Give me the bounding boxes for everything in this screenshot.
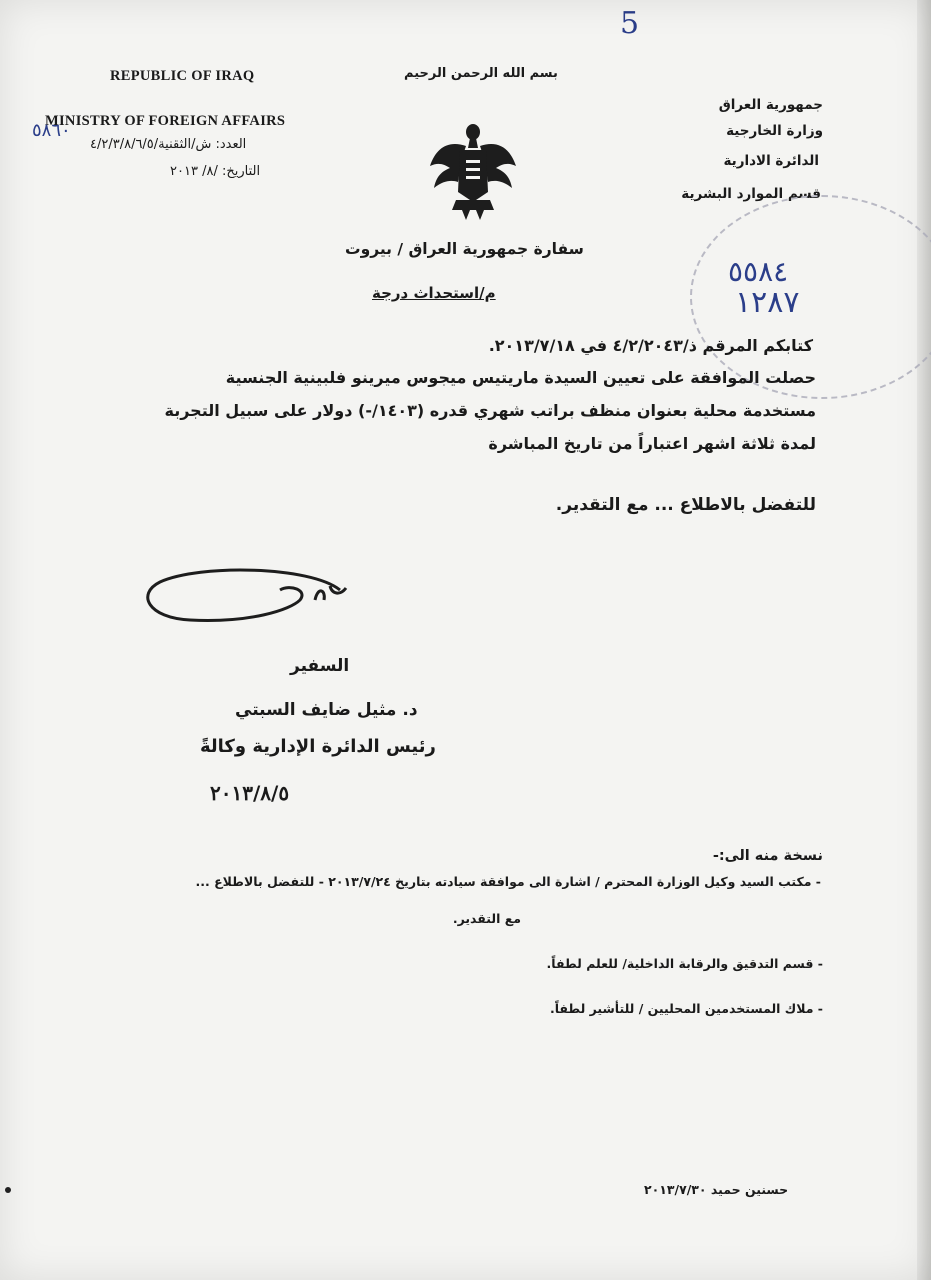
- body-line-4: لمدة ثلاثة اشهر اعتباراً من تاريخ المباشرة: [488, 434, 816, 453]
- reference-date: التاريخ: /٨/ ٢٠١٣: [170, 164, 261, 179]
- arabic-header-republic: جمهورية العراق: [718, 97, 823, 113]
- body-line-3: مستخدمة محلية بعنوان منظف براتب شهري قدره (١٤٠٣/-) دولار على سبيل التجربة: [164, 401, 816, 420]
- handwritten-signature: [140, 560, 350, 640]
- copies-heading: نسخة منه الى:-: [712, 848, 823, 864]
- body-line-2: حصلت الموافقة على تعيين السيدة ماريتيس ميجوس ميرينو فلبينية الجنسية: [225, 368, 816, 387]
- iraq-eagle-emblem-icon: [426, 118, 520, 222]
- page-number: 5: [620, 6, 640, 41]
- recipient-line: سفارة جمهورية العراق / بيروت: [345, 240, 584, 258]
- stamp-number-line1: ٥٥٨٤: [728, 255, 789, 288]
- basmala: بسم الله الرحمن الرحيم: [404, 66, 558, 81]
- signatory-name: د. مثيل ضايف السبتي: [235, 700, 418, 720]
- body-line-1: كتابكم المرقم ذ/٤/٢/٢٠٤٣ في ٢٠١٣/٧/١٨.: [488, 336, 813, 355]
- copy-item-2: - قسم التدقيق والرقابة الداخلية/ للعلم لطفاً.: [546, 956, 823, 971]
- copy-item-3: - ملاك المستخدمين المحليين / للتأشير لطفاً.: [549, 1001, 823, 1016]
- subject-line: م/استحداث درجة: [372, 284, 496, 302]
- arabic-header-section: قسم الموارد البشرية: [681, 186, 821, 202]
- arabic-header-department: الدائرة الادارية: [723, 153, 819, 169]
- stamp-number-line2: ١٢٨٧: [735, 285, 800, 320]
- footer-author-date: حسنين حميد ٢٠١٣/٧/٣٠: [644, 1182, 789, 1197]
- signature-date: ٢٠١٣/٨/٥: [210, 781, 290, 805]
- english-header-republic: REPUBLIC OF IRAQ: [110, 68, 255, 84]
- arabic-header-ministry: وزارة الخارجية: [726, 123, 823, 139]
- margin-dot: [5, 1187, 11, 1193]
- handwritten-number: ٥٨٦٠: [32, 120, 71, 141]
- closing-line: للتفضل بالاطلاع ... مع التقدير.: [555, 495, 816, 515]
- signatory-title: السفير: [290, 656, 350, 676]
- english-header-ministry: MINISTRY OF FOREIGN AFFAIRS: [45, 113, 286, 129]
- page-right-edge: [917, 0, 931, 1280]
- copy-item-1-continued: مع التقدير.: [452, 911, 521, 926]
- copy-item-1: - مكتب السيد وكيل الوزارة المحترم / اشارة الى موافقة سيادته بتاريخ ٢٠١٣/٧/٢٤ - للتفضل بالاطلاع ...: [195, 874, 821, 889]
- signatory-role: رئيس الدائرة الإدارية وكالةً: [200, 736, 436, 757]
- reference-number: العدد: ش/الثقنية/٤/٢/٣/٨/٦/٥: [90, 137, 247, 152]
